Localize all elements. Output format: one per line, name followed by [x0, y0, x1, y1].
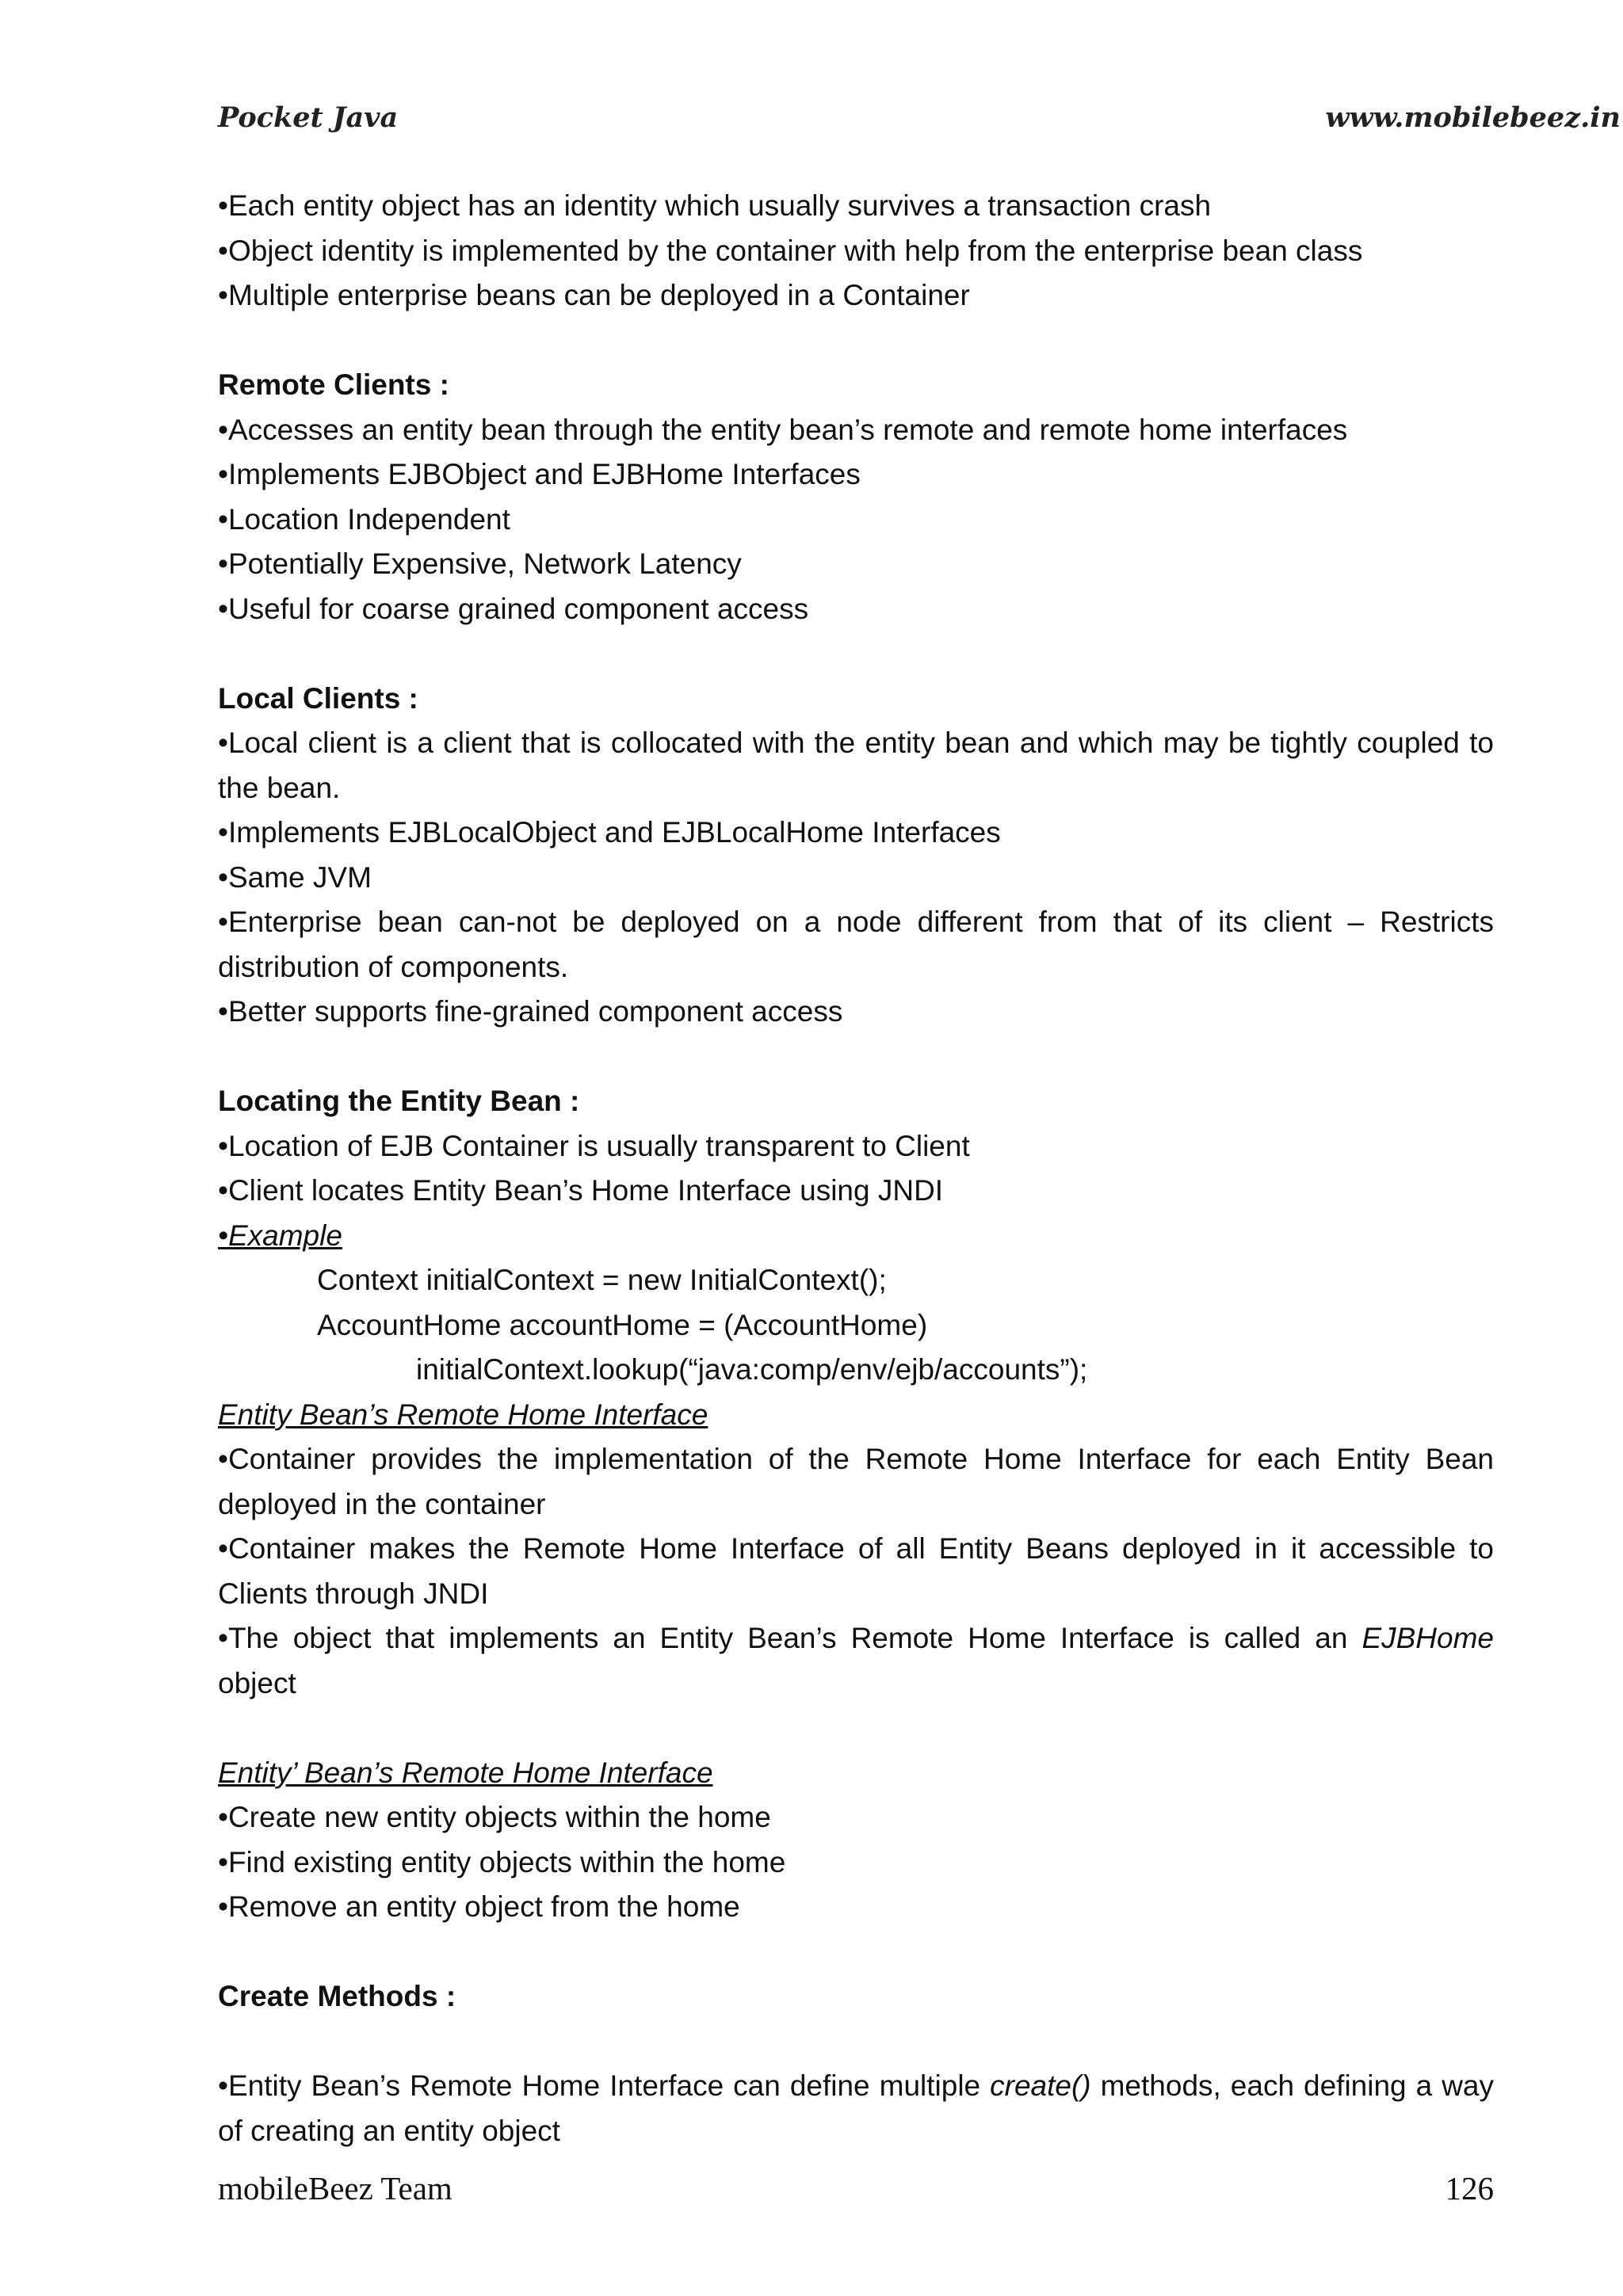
footer-team: mobileBeez Team [218, 2170, 453, 2206]
remote-home-heading-2: Entity’ Bean’s Remote Home Interface [218, 1756, 713, 1789]
remote-clients-heading: Remote Clients : [218, 368, 449, 401]
local-clients-item: •Same JVM [218, 860, 372, 894]
create-suffix: methods, each defining a way of creating an entity object [218, 2069, 1495, 2147]
remote-home-heading: Entity Bean’s Remote Home Interface [218, 1398, 708, 1431]
local-clients-heading: Local Clients : [218, 681, 418, 715]
remote-home-2-item: •Remove an entity object from the home [218, 1890, 740, 1923]
local-clients-item: •Local client is a client that is collocated with the entity bean and which may be tightly coupled to the bean. [218, 727, 1494, 804]
create-methods-heading: Create Methods : [218, 1980, 456, 2012]
remote-clients-item: •Location Independent [218, 502, 510, 536]
remote-clients-item: •Useful for coarse grained component access [218, 592, 809, 625]
website-url: www.mobilebeez.in [1325, 101, 1621, 134]
page-body [218, 184, 1494, 2153]
ejbhome-prefix: •The object that implements an Entity Bean’s Remote Home Interface is called an [218, 1622, 1362, 1654]
locating-heading: Locating the Entity Bean : [218, 1085, 580, 1117]
intro-item: •Each entity object has an identity which usually survives a transaction crash [218, 189, 1212, 222]
remote-home-item: •Container provides the implementation of the Remote Home Interface for each Entity Bean deployed in the container [218, 1443, 1494, 1520]
remote-home-2-item: •Find existing entity objects within the home [218, 1845, 786, 1878]
remote-home-2-item: •Create new entity objects within the home [218, 1801, 771, 1833]
document-page [218, 0, 1621, 2296]
code-line: Context initialContext = new InitialContext(); [317, 1264, 887, 1296]
page-number: 126 [1445, 2170, 1494, 2206]
intro-item: •Multiple enterprise beans can be deployed in a Container [218, 279, 970, 311]
locating-item: •Location of EJB Container is usually transparent to Client [218, 1129, 970, 1162]
intro-item: •Object identity is implemented by the container with help from the enterprise bean class [218, 234, 1363, 267]
local-clients-item: •Implements EJBLocalObject and EJBLocalHome Interfaces [218, 816, 1001, 849]
create-term: create() [990, 2069, 1091, 2102]
ejbhome-term: EJBHome [1361, 1622, 1494, 1654]
create-prefix: •Entity Bean’s Remote Home Interface can define multiple [218, 2069, 991, 2102]
create-methods-paragraph [218, 2064, 1494, 2153]
remote-home-item: •Container makes the Remote Home Interface of all Entity Beans deployed in it accessible to Clients through JNDI [218, 1532, 1494, 1610]
local-clients-item: •Better supports fine-grained component access [218, 995, 843, 1028]
remote-home-item [218, 1616, 1494, 1706]
locating-item: •Client locates Entity Bean’s Home Interface using JNDI [218, 1174, 944, 1207]
code-line: AccountHome accountHome = (AccountHome) [317, 1308, 928, 1341]
remote-clients-item: •Implements EJBObject and EJBHome Interfaces [218, 458, 861, 490]
remote-clients-item: •Accesses an entity bean through the entity bean’s remote and remote home interfaces [218, 413, 1348, 446]
example-label: •Example [218, 1219, 342, 1252]
book-title: Pocket Java [218, 101, 399, 134]
ejbhome-suffix: object [218, 1666, 296, 1699]
remote-clients-item: •Potentially Expensive, Network Latency [218, 547, 742, 580]
local-clients-item: •Enterprise bean can-not be deployed on a node different from that of its client – Restricts distribution of components. [218, 906, 1494, 983]
code-line: initialContext.lookup(“java:comp/env/ejb/accounts”); [416, 1353, 1088, 1386]
